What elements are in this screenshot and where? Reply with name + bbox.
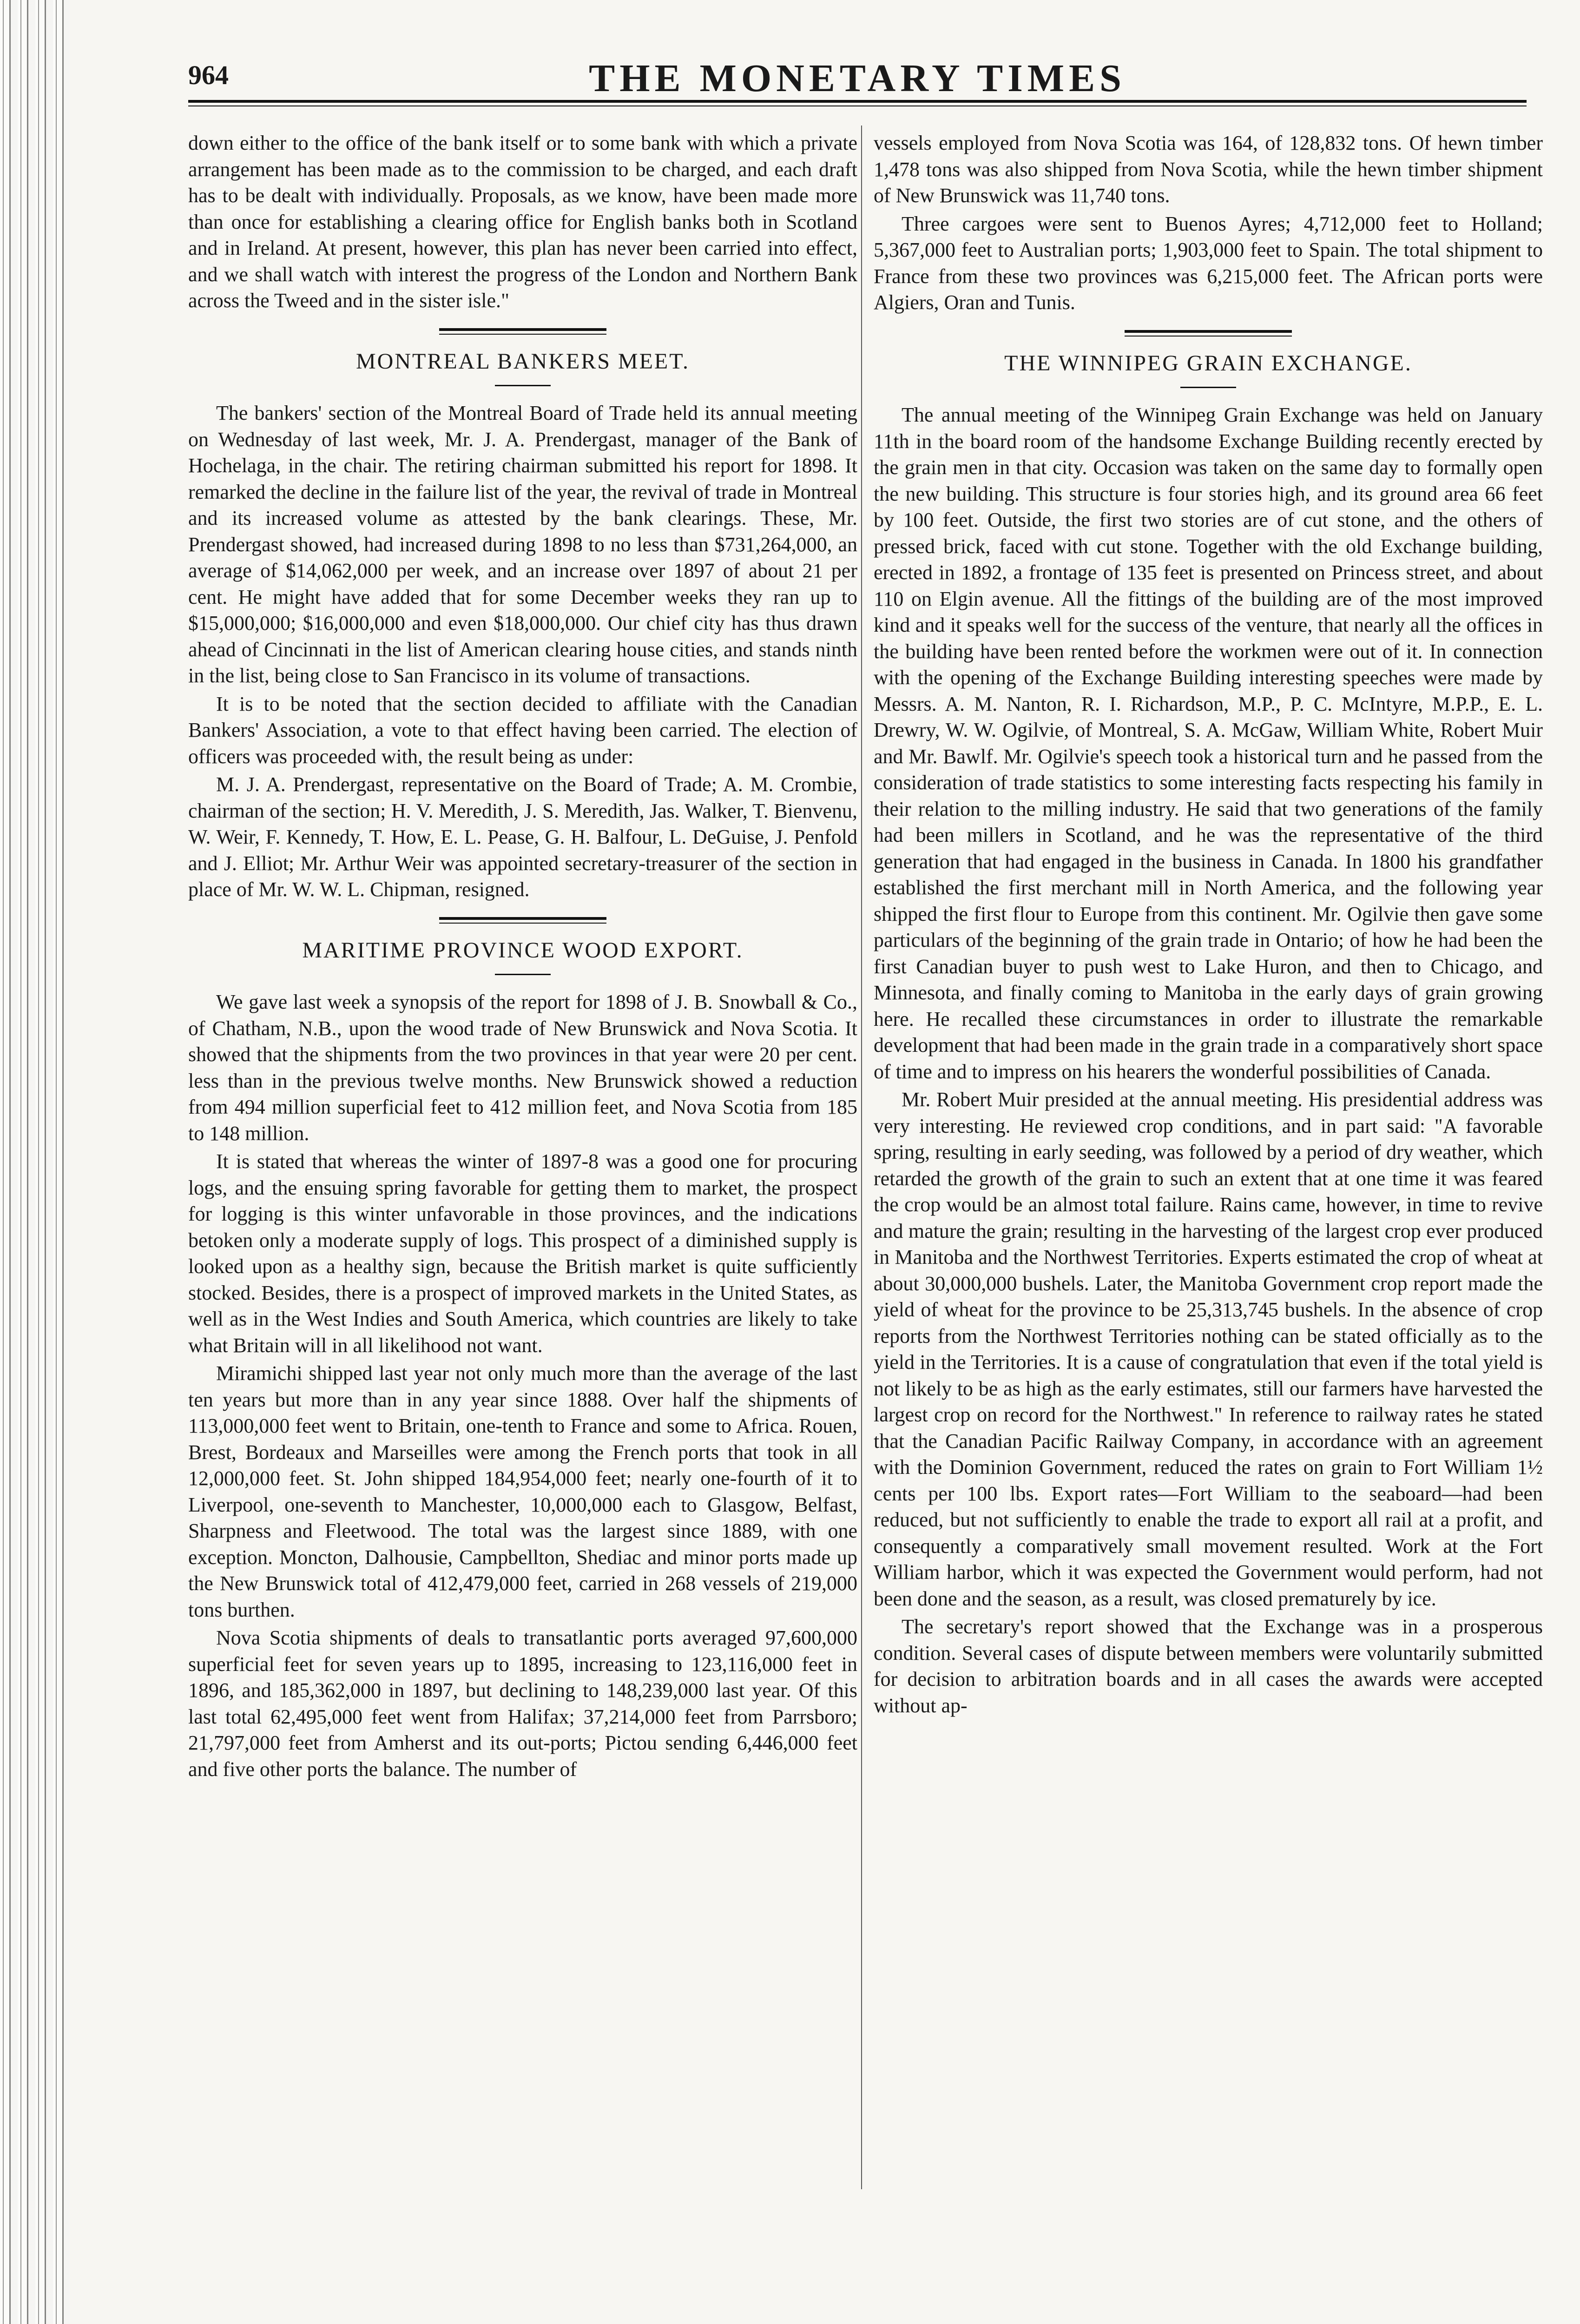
montreal-paragraph-3: M. J. A. Prendergast, representative on the Board of Trade; A. M. Crombie, chairman of the section; H. V. Meredith, J. S. Meredith, Jas. Walker, T. Bienvenu, W. Weir, F. Kennedy, T. How, E. L. Pease, G. H. Balfour, L. DeGuise, J. Penfold and J. Elliot; Mr. Arthur Weir was appointed secretary-treasurer of the section in place of Mr. W. W. L. Chipman, resigned. [188,773,857,901]
page-number: 964 [188,60,229,90]
maritime-heading: MARITIME PROVINCE WOOD EXPORT. [302,938,744,963]
montreal-paragraph-1: The bankers' section of the Montreal Board of Trade held its annual meeting on Wednesday of last week, Mr. J. A. Prendergast, manager of the Bank of Hochelaga, in the chair. The retiring chairman submitted his report for 1898. It remarked the decline in the failure list of the year, the revival of trade in Montreal and its increased volume as attested by the bank clearings. These, Mr. Prendergast showed, had increased during 1898 to no less than $731,264,000, an average of $14,062,000 per week, and an increase over 1897 of about 21 per cent. He might have added that for some December weeks they ran up to $15,000,000; $16,000,000 and even $18,000,000. Our chief city has thus drawn ahead of Cincinnati in the list of American clearing house cities, and stands ninth in the list, being close to San Francisco in its volume of transactions. [188,402,857,687]
montreal-paragraph-2: It is to be noted that the section decided to affiliate with the Canadian Bankers' Association, a vote to that effect having been carried. The election of officers was proceeded with, the result being as under: [188,692,857,768]
heading-rule [495,385,551,386]
winnipeg-paragraph-2: Mr. Robert Muir presided at the annual meeting. His presidential address was very interesting. He reviewed crop conditions, and in part said: "A favorable spring, resulting in early seeding, was followed by a period of dry weather, which retarded the growth of the grain to such an extent that at one time it was feared the crop would be an almost total failure. Rains came, however, in time to revive and mature the grain; resulting in the harvesting of the largest crop ever produced in Manitoba and the Northwest Territories. Experts estimated the crop of wheat at about 30,000,000 bushels. Later, the Manitoba Government crop report made the yield of wheat for the province to be 25,313,745 bushels. In the absence of crop reports from the Northwest Territories nothing can be stated officially as to the yield in the Territories. It is a cause of congratulation that even if the total yield is not likely to be as high as the early estimates, still our farmers have harvested the largest crop on record for the Northwest." In reference to railway rates he stated that the Canadian Pacific Railway Company, in accordance with an agreement with the Dominion Government, reduced the rates on grain to Fort William 1½ cents per 100 lbs. Export rates—Fort William to the seaboard—had been reduced, but not sufficiently to enable the trade to export all rail at a profit, and consequently a comparatively small movement resulted. Work at the Fort William harbor, which it was expected the Government would perform, had not been done and the season, as a result, was closed prematurely by ice. [874,1088,1543,1610]
continued-paragraph: vessels employed from Nova Scotia was 164, of 128,832 tons. Of hewn timber 1,478 tons was also shipped from Nova Scotia, while the hewn timber shipment of New Brunswick was 11,740 tons. [874,132,1543,207]
winnipeg-paragraph-1: The annual meeting of the Winnipeg Grain Exchange was held on January 11th in the board room of the handsome Exchange Building recently erected by the grain men in that city. Occasion was taken on the same day to formally open the new building. This structure is four stories high, and its ground area 66 feet by 100 feet. Outside, the first two stories are of cut stone, and the others of pressed brick, faced with cut stone. Together with the old Exchange building, erected in 1892, a frontage of 135 feet is presented on Princess street, and about 110 on Elgin avenue. All the fittings of the building are of the most improved kind and it speaks well for the success of the venture, that nearly all the offices in the building have been rented before the workmen were out of it. In connection with the opening of the Exchange Building interesting speeches were made by Messrs. A. M. Nanton, R. I. Richardson, M.P., P. C. McIntyre, M.P.P., E. L. Drewry, W. W. Ogilvie, of Montreal, S. A. McGaw, William White, Robert Muir and Mr. Bawlf. Mr. Ogilvie's speech took a historical turn and he passed from the consideration of trade statistics to some interesting facts respecting his family in their relation to the milling industry. He said that two generations of the family had been millers in Scotland, and he was the representative of the third generation that had engaged in the business in Canada. In 1800 his grandfather established the first merchant mill in North America, and the following year shipped the first flour to Europe from this continent. Mr. Ogilvie then gave some particulars of the beginning of the grain trade in Ontario; of how he had been the first Canadian buyer to push west to Lake Huron, and then to Chicago, and Minnesota, and finally coming to Manitoba in the early days of grain growing here. He recalled these circumstances in order to illustrate the remarkable development that had been made in the grain trade in a comparatively short space of time and to impress on his hearers the wonderful possibilities of Canada. [874,403,1543,1083]
left-column [188,130,857,1784]
maritime-paragraph-1: We gave last week a synopsis of the report for 1898 of J. B. Snowball & Co., of Chatham, N.B., upon the wood trade of New Brunswick and Nova Scotia. It showed that the shipments from the two provinces in that year were 20 per cent. less than in the previous twelve months. New Brunswick showed a reduction from 494 million superficial feet to 412 million feet, and Nova Scotia from 185 to 148 million. [188,990,857,1145]
scanned-binding-edge [0,0,70,2324]
maritime-paragraph-3: Miramichi shipped last year not only much more than the average of the last ten years but more than in any year since 1888. Over half the shipments of 113,000,000 feet went to Britain, one-tenth to France and some to Africa. Rouen, Brest, Bordeaux and Marseilles were among the French ports that took in all 12,000,000 feet. St. John shipped 184,954,000 feet; nearly one-fourth of it to Liverpool, one-seventh to Manchester, 10,000,000 each to Glasgow, Belfast, Sharpness and Fleetwood. The total was the largest since 1889, with one exception. Moncton, Dalhousie, Campbellton, Shediac and minor ports made up the New Brunswick total of 412,479,000 feet, carried in 268 vessels of 219,000 tons burthen. [188,1362,857,1621]
column-divider [861,125,862,2189]
winnipeg-heading: THE WINNIPEG GRAIN EXCHANGE. [1004,350,1412,376]
header-rule [188,100,1527,106]
section-rule [439,917,606,924]
winnipeg-paragraph-3: The secretary's report showed that the Exchange was in a prosperous condition. Several cases of dispute between members were voluntarily submitted for decision to arbitration boards and in all cases the awards were accepted without ap- [874,1615,1543,1717]
continued-paragraph: down either to the office of the bank itself or to some bank with which a private arrangement has been made as to the commission to be charged, and each draft has to be dealt with individually. Proposals, as we know, have been made more than once for establishing a clearing office for English banks both in Scotland and in Ireland. At present, however, this plan has never been carried into effect, and we shall watch with interest the progress of the London and Northern Bank across the Tweed and in the sister isle." [188,132,857,312]
section-rule [439,328,606,335]
heading-rule [495,974,551,975]
continued-paragraph-2: Three cargoes were sent to Buenos Ayres; 4,712,000 feet to Holland; 5,367,000 feet to Australian ports; 1,903,000 feet to Spain. The total shipment to France from these two provinces was 6,215,000 feet. The African ports were Algiers, Oran and Tunis. [874,212,1543,314]
masthead-title: THE MONETARY TIMES [589,57,1126,100]
right-column [874,130,1543,1721]
section-rule [1125,330,1292,337]
maritime-paragraph-4: Nova Scotia shipments of deals to transatlantic ports averaged 97,600,000 superficial feet for seven years up to 1895, increasing to 123,116,000 feet in 1896, and 185,362,000 in 1897, but declining to 148,239,000 last year. Of this last total 62,495,000 feet went from Halifax; 37,214,000 feet from Parrsboro; 21,797,000 feet from Amherst and its out-ports; Pictou sending 6,446,000 feet and five other ports the balance. The number of [188,1626,857,1781]
montreal-heading: MONTREAL BANKERS MEET. [356,349,690,374]
page-header [188,56,1527,102]
maritime-paragraph-2: It is stated that whereas the winter of 1897-8 was a good one for procuring logs, and the ensuing spring favorable for getting them to market, the prospect for logging is this winter unfavorable in those provinces, and the indications betoken only a moderate supply of logs. This prospect of a diminished supply is looked upon as a healthy sign, because the British market is quite sufficiently stocked. Besides, there is a prospect of improved markets in the United States, as well as in the West Indies and South America, which countries are likely to take what Britain will in all likelihood not want. [188,1150,857,1357]
heading-rule [1180,387,1236,388]
